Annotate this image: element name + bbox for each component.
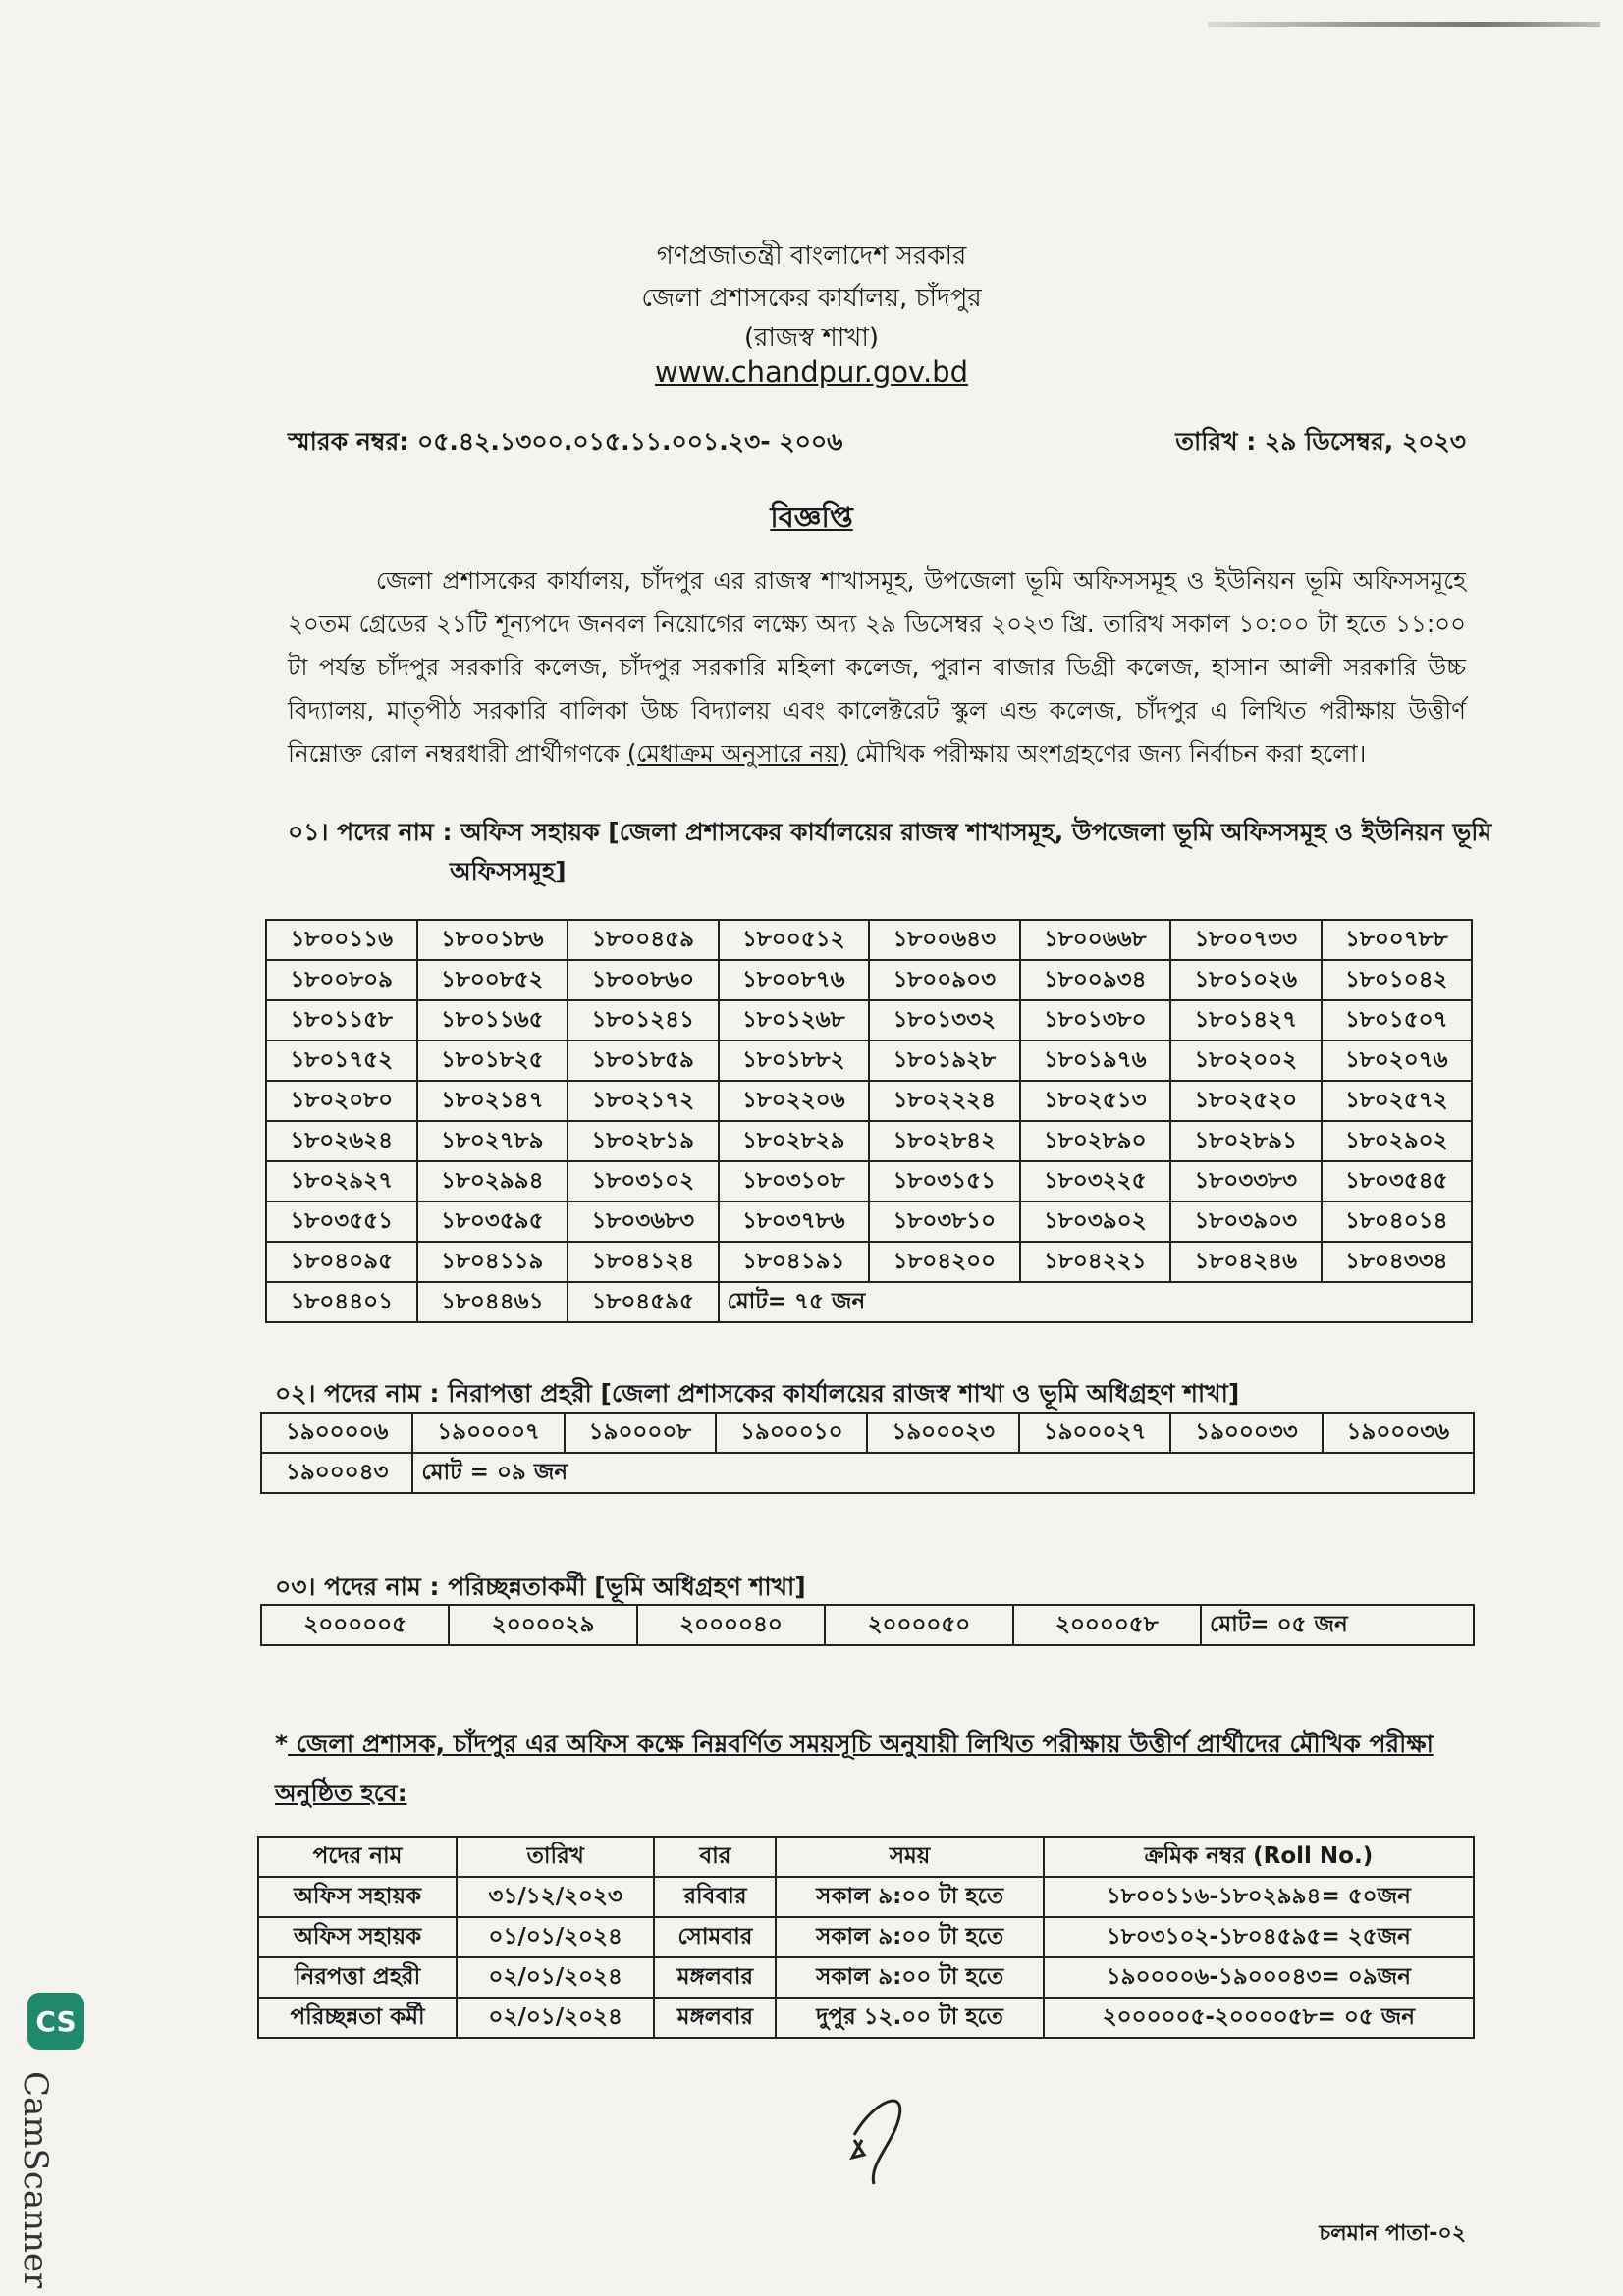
roll-number-cell: ১৮০১১৬৫ xyxy=(417,1000,568,1041)
roll-number-cell: ১৮০৪১৯১ xyxy=(719,1242,870,1282)
roll-number-cell: ১৮০৩১০২ xyxy=(568,1161,719,1201)
schedule-cell: ১৯০০০০৬-১৯০০০৪৩= ০৯জন xyxy=(1044,1957,1474,1998)
post1-heading-text: ০১। পদের নাম : অফিস সহায়ক [জেলা প্রশাসকের কার্যালয়ের রাজস্ব শাখাসমূহ, উপজেলা ভূমি অফিসসমূহ ও ইউনিয়ন ভূমি xyxy=(288,818,1492,846)
roll-number-cell: ১৮০১২৪১ xyxy=(568,1000,719,1041)
schedule-cell: মঙ্গলবার xyxy=(654,1998,776,2038)
roll-number-cell: ১৮০২২২৪ xyxy=(869,1081,1020,1121)
roll-number-cell: ১৮০২০৭৬ xyxy=(1322,1041,1473,1081)
table-row xyxy=(266,1000,1472,1041)
post3-heading: ০৩। পদের নাম : পরিচ্ছন্নতাকর্মী [ভূমি অধিগ্রহণ শাখা] xyxy=(275,1573,806,1601)
roll-number-cell: ১৮০২৮৪২ xyxy=(869,1121,1020,1161)
roll-number-cell: ১৮০০৭৩৩ xyxy=(1170,920,1322,960)
post1-heading xyxy=(288,813,1495,891)
roll-number-cell: ১৮০১৯২৮ xyxy=(869,1041,1020,1081)
schedule-cell: অফিস সহায়ক xyxy=(258,1917,457,1957)
roll-number-cell: ১৮০২০৮০ xyxy=(266,1081,417,1121)
roll-number-cell: ১৮০২৭৮৯ xyxy=(417,1121,568,1161)
roll-number-cell: ১৮০১৪২৭ xyxy=(1170,1000,1322,1041)
roll-number-cell: ১৮০০৮০৯ xyxy=(266,960,417,1000)
interview-schedule-table xyxy=(257,1836,1475,2039)
roll-number-cell: ১৮০৪২২১ xyxy=(1020,1242,1171,1282)
camscanner-logo: CS xyxy=(27,1993,84,2050)
post1-heading-cont: অফিসসমূহ] xyxy=(450,857,567,885)
roll-number-cell: ১৮০৩১৫১ xyxy=(869,1161,1020,1201)
roll-number-cell: ১৮০১৩৮০ xyxy=(1020,1000,1171,1041)
roll-number-cell: ১৮০২৮৯০ xyxy=(1020,1121,1171,1161)
schedule-row xyxy=(258,1917,1474,1957)
roll-number-cell: ১৮০৩২২৫ xyxy=(1020,1161,1171,1201)
table-row xyxy=(266,1161,1472,1201)
schedule-cell: সকাল ৯:০০ টা হতে xyxy=(776,1957,1043,1998)
table-row xyxy=(266,1242,1472,1282)
roll-number-cell: ১৯০০০০৮ xyxy=(565,1413,716,1453)
roll-number-cell: ১৮০২৯২৭ xyxy=(266,1161,417,1201)
memo-date: তারিখ : ২৯ ডিসেম্বর, ২০২৩ xyxy=(1175,427,1466,455)
schedule-header-row xyxy=(258,1837,1474,1877)
roll-number-cell: ১৮০৪০৯৫ xyxy=(266,1242,417,1282)
schedule-header-cell: সময় xyxy=(776,1837,1043,1877)
schedule-cell: সকাল ৯:০০ টা হতে xyxy=(776,1877,1043,1917)
roll-number-cell: ১৮০৩৯০৩ xyxy=(1170,1201,1322,1242)
schedule-cell: ১৮০০১১৬-১৮০২৯৯৪= ৫০জন xyxy=(1044,1877,1474,1917)
header-branch: (রাজস্ব শাখা) xyxy=(743,323,879,352)
roll-number-cell: ১৮০১৭৫২ xyxy=(266,1041,417,1081)
schedule-cell: অফিস সহায়ক xyxy=(258,1877,457,1917)
roll-number-cell: ১৮০০৭৮৮ xyxy=(1322,920,1473,960)
roll-number-cell: ১৮০৪২০০ xyxy=(869,1242,1020,1282)
roll-number-cell: ১৮০৩৭৮৬ xyxy=(719,1201,870,1242)
roll-number-cell: ১৮০০১৮৬ xyxy=(417,920,568,960)
schedule-cell: দুপুর ১২.০০ টা হতে xyxy=(776,1998,1043,2038)
notice-title: বিজ্ঞপ্তি xyxy=(770,501,853,534)
table-row xyxy=(266,1081,1472,1121)
memo-reference: স্মারক নম্বর: ০৫.৪২.১৩০০.০১৫.১১.০০১.২৩- ২০০৬ xyxy=(288,427,843,455)
roll-number-cell: ১৮০২১৪৭ xyxy=(417,1081,568,1121)
roll-number-cell: ১৮০৩৩৮৩ xyxy=(1170,1161,1322,1201)
roll-number-cell: ১৮০০৯৩৪ xyxy=(1020,960,1171,1000)
roll-number-cell: ১৮০০৫১২ xyxy=(719,920,870,960)
schedule-cell: ০১/০১/২০২৪ xyxy=(457,1917,654,1957)
paragraph-text-after: মৌখিক পরীক্ষায় অংশগ্রহণের জন্য নির্বাচন করা হলো। xyxy=(847,739,1367,768)
schedule-cell: ২০০০০০৫-২০০০০৫৮= ০৫ জন xyxy=(1044,1998,1474,2038)
table-row xyxy=(266,1201,1472,1242)
roll-number-cell: ১৮০৩৯০২ xyxy=(1020,1201,1171,1242)
roll-number-cell: ২০০০০২৯ xyxy=(449,1605,636,1645)
roll-number-cell: ১৮০২৫৭২ xyxy=(1322,1081,1473,1121)
roll-number-cell: ১৮০৪০১৪ xyxy=(1322,1201,1473,1242)
roll-number-cell: ১৮০৩৫৯৫ xyxy=(417,1201,568,1242)
roll-number-cell: ১৮০২৮২৯ xyxy=(719,1121,870,1161)
roll-number-cell: ১৯০০০০৬ xyxy=(261,1413,412,1453)
roll-number-cell: ১৮০২৯৯৪ xyxy=(417,1161,568,1201)
roll-number-cell: ১৮০৩৬৮৩ xyxy=(568,1201,719,1242)
paragraph-text-before: জেলা প্রশাসকের কার্যালয়, চাঁদপুর এর রাজস্ব শাখাসমূহ, উপজেলা ভূমি অফিসসমূহ ও ইউনিয়ন ভূমি অফিসসমূহে ২০তম গ্রেডের ২১টি শূন্যপদে জনবল নিয়োগের লক্ষ্যে অদ্য ২৯ ডিসেম্বর ২০২৩ খ্রি. তারিখ সকাল ১০:০০ টা হতে ১১:০০ টা পর্যন্ত চাঁদপুর সরকারি কলেজ, চাঁদপুর সরকারি মহিলা কলেজ, পুরান বাজার ডিগ্রী কলেজ, হাসান আলী সরকারি উচ্চ বিদ্যালয়, মাতৃপীঠ সরকারি বালিকা উচ্চ বিদ্যালয় এবং কালেক্টরেট স্কুল এন্ড কলেজ, চাঁদপুর এ লিখিত পরীক্ষায় উত্তীর্ণ নিম্নোক্ত রোল নম্বরধারী প্রার্থীগণকে xyxy=(288,566,1466,768)
schedule-row xyxy=(258,1957,1474,1998)
notice-paragraph xyxy=(288,560,1466,775)
roll-number-cell: ১৯০০০৪৩ xyxy=(261,1453,412,1493)
roll-number-cell: ১৮০০৯০৩ xyxy=(869,960,1020,1000)
roll-number-cell: ১৮০২৯০২ xyxy=(1322,1121,1473,1161)
total-count-cell: মোট= ০৫ জন xyxy=(1201,1605,1474,1645)
note-text-a: জেলা প্রশাসক, চাঁদপুর এর অফিস কক্ষে নিম্নবর্ণিত সময়সূচি অনুযায়ী লিখিত পরীক্ষায় উত্তীর্ণ প্রার্থীদের মৌখিক পরীক্ষা xyxy=(288,1730,1434,1758)
roll-number-cell: ১৮০২০০২ xyxy=(1170,1041,1322,1081)
interview-note xyxy=(275,1720,1473,1818)
roll-number-cell: ১৮০০৮৬০ xyxy=(568,960,719,1000)
roll-number-cell: ১৯০০০০৭ xyxy=(412,1413,564,1453)
schedule-cell: মঙ্গলবার xyxy=(654,1957,776,1998)
table-row xyxy=(266,1041,1472,1081)
schedule-cell: সকাল ৯:০০ টা হতে xyxy=(776,1917,1043,1957)
table-row xyxy=(266,920,1472,960)
roll-number-cell: ১৮০২৬২৪ xyxy=(266,1121,417,1161)
roll-number-cell: ১৮০১৯৭৬ xyxy=(1020,1041,1171,1081)
roll-number-cell: ১৮০৪৩৩৪ xyxy=(1322,1242,1473,1282)
roll-number-cell: ১৮০০১১৬ xyxy=(266,920,417,960)
roll-number-cell: ১৮০৪১২৪ xyxy=(568,1242,719,1282)
roll-number-cell: ১৮০৪২৪৬ xyxy=(1170,1242,1322,1282)
roll-number-cell: ১৮০০৬৪৩ xyxy=(869,920,1020,960)
roll-number-cell: ২০০০০৪০ xyxy=(637,1605,825,1645)
table-row xyxy=(261,1413,1474,1453)
scan-edge-mark xyxy=(1208,22,1600,27)
schedule-cell: ০২/০১/২০২৪ xyxy=(457,1998,654,2038)
roll-number-cell: ১৮০০৬৬৮ xyxy=(1020,920,1171,960)
schedule-header-cell: পদের নাম xyxy=(258,1837,457,1877)
roll-number-cell: ১৮০৩৫৫১ xyxy=(266,1201,417,1242)
total-count-cell: মোট = ০৯ জন xyxy=(412,1453,1474,1493)
roll-number-cell: ১৮০১৮৫৯ xyxy=(568,1041,719,1081)
post1-roll-table xyxy=(265,919,1473,1323)
schedule-cell: ১৮০৩১০২-১৮০৪৫৯৫= ২৫জন xyxy=(1044,1917,1474,1957)
paragraph-underlined: (মেধাক্রম অনুসারে নয়) xyxy=(626,739,848,768)
schedule-cell: সোমবার xyxy=(654,1917,776,1957)
roll-number-cell: ১৮০৩১০৮ xyxy=(719,1161,870,1201)
roll-number-cell: ১৯০০০২৩ xyxy=(867,1413,1018,1453)
roll-number-cell: ১৮০২৮১৯ xyxy=(568,1121,719,1161)
continued-page-label: চলমান পাতা-০২ xyxy=(1319,2221,1466,2246)
schedule-cell: ৩১/১২/২০২৩ xyxy=(457,1877,654,1917)
roll-number-cell: ১৮০৩৮১০ xyxy=(869,1201,1020,1242)
roll-number-cell: ১৮০০৮৭৬ xyxy=(719,960,870,1000)
roll-number-cell: ১৮০১১৫৮ xyxy=(266,1000,417,1041)
roll-number-cell: ১৮০১৫০৭ xyxy=(1322,1000,1473,1041)
note-text-b: অনুষ্ঠিত হবে: xyxy=(275,1779,407,1807)
roll-number-cell: ২০০০০৫৮ xyxy=(1013,1605,1201,1645)
table-row-total xyxy=(266,1282,1472,1322)
roll-number-cell: ১৮০৪৫৯৫ xyxy=(568,1282,719,1322)
schedule-cell: রবিবার xyxy=(654,1877,776,1917)
roll-number-cell: ১৮০১৮৮২ xyxy=(719,1041,870,1081)
roll-number-cell: ১৮০০৪৫৯ xyxy=(568,920,719,960)
table-row xyxy=(266,960,1472,1000)
header-government: গণপ্রজাতন্ত্রী বাংলাদেশ সরকার xyxy=(656,241,967,271)
roll-number-cell: ১৮০১৩৩২ xyxy=(869,1000,1020,1041)
total-count-cell: মোট= ৭৫ জন xyxy=(719,1282,1473,1322)
roll-number-cell: ১৮০৩৫৪৫ xyxy=(1322,1161,1473,1201)
schedule-row xyxy=(258,1998,1474,2038)
schedule-cell: নিরপত্তা প্রহরী xyxy=(258,1957,457,1998)
roll-number-cell: ১৯০০০১০ xyxy=(716,1413,867,1453)
roll-number-cell: ১৮০৪১১৯ xyxy=(417,1242,568,1282)
roll-number-cell: ১৮০২১৭২ xyxy=(568,1081,719,1121)
note-star: * xyxy=(275,1730,289,1758)
roll-number-cell: ১৮০০৮৫২ xyxy=(417,960,568,1000)
roll-number-cell: ১৯০০০২৭ xyxy=(1019,1413,1170,1453)
table-row-total xyxy=(261,1453,1474,1493)
header-office: জেলা প্রশাসকের কার্যালয়, চাঁদপুর xyxy=(641,284,982,313)
header-website[interactable]: www.chandpur.gov.bd xyxy=(655,355,968,389)
roll-number-cell: ১৮০১০২৬ xyxy=(1170,960,1322,1000)
schedule-header-cell: ক্রমিক নম্বর (Roll No.) xyxy=(1044,1837,1474,1877)
roll-number-cell: ২০০০০৫০ xyxy=(825,1605,1012,1645)
post2-heading: ০২। পদের নাম : নিরাপত্তা প্রহরী [জেলা প্রশাসকের কার্যালয়ের রাজস্ব শাখা ও ভূমি অধিগ্রহণ শাখা] xyxy=(275,1379,1240,1408)
schedule-cell: পরিচ্ছন্নতা কর্মী xyxy=(258,1998,457,2038)
post3-roll-table xyxy=(260,1604,1475,1646)
roll-number-cell: ২০০০০০৫ xyxy=(261,1605,449,1645)
roll-number-cell: ১৮০৪৪০১ xyxy=(266,1282,417,1322)
post2-roll-table xyxy=(260,1412,1475,1494)
schedule-cell: ০২/০১/২০২৪ xyxy=(457,1957,654,1998)
roll-number-cell: ১৯০০০৩৩ xyxy=(1170,1413,1322,1453)
roll-number-cell: ১৯০০০৩৬ xyxy=(1323,1413,1474,1453)
roll-number-cell: ১৮০১০৪২ xyxy=(1322,960,1473,1000)
table-row xyxy=(266,1121,1472,1161)
roll-number-cell: ১৮০৪৪৬১ xyxy=(417,1282,568,1322)
roll-number-cell: ১৮০১২৬৮ xyxy=(719,1000,870,1041)
roll-number-cell: ১৮০২৮৯১ xyxy=(1170,1121,1322,1161)
camscanner-watermark: CamScanner xyxy=(16,2071,55,2289)
roll-number-cell: ১৮০২৫১৩ xyxy=(1020,1081,1171,1121)
schedule-header-cell: তারিখ xyxy=(457,1837,654,1877)
roll-number-cell: ১৮০২৫২০ xyxy=(1170,1081,1322,1121)
schedule-row xyxy=(258,1877,1474,1917)
signature-mark xyxy=(835,2081,923,2189)
table-row xyxy=(261,1605,1474,1645)
roll-number-cell: ১৮০১৮২৫ xyxy=(417,1041,568,1081)
roll-number-cell: ১৮০২২০৬ xyxy=(719,1081,870,1121)
schedule-header-cell: বার xyxy=(654,1837,776,1877)
